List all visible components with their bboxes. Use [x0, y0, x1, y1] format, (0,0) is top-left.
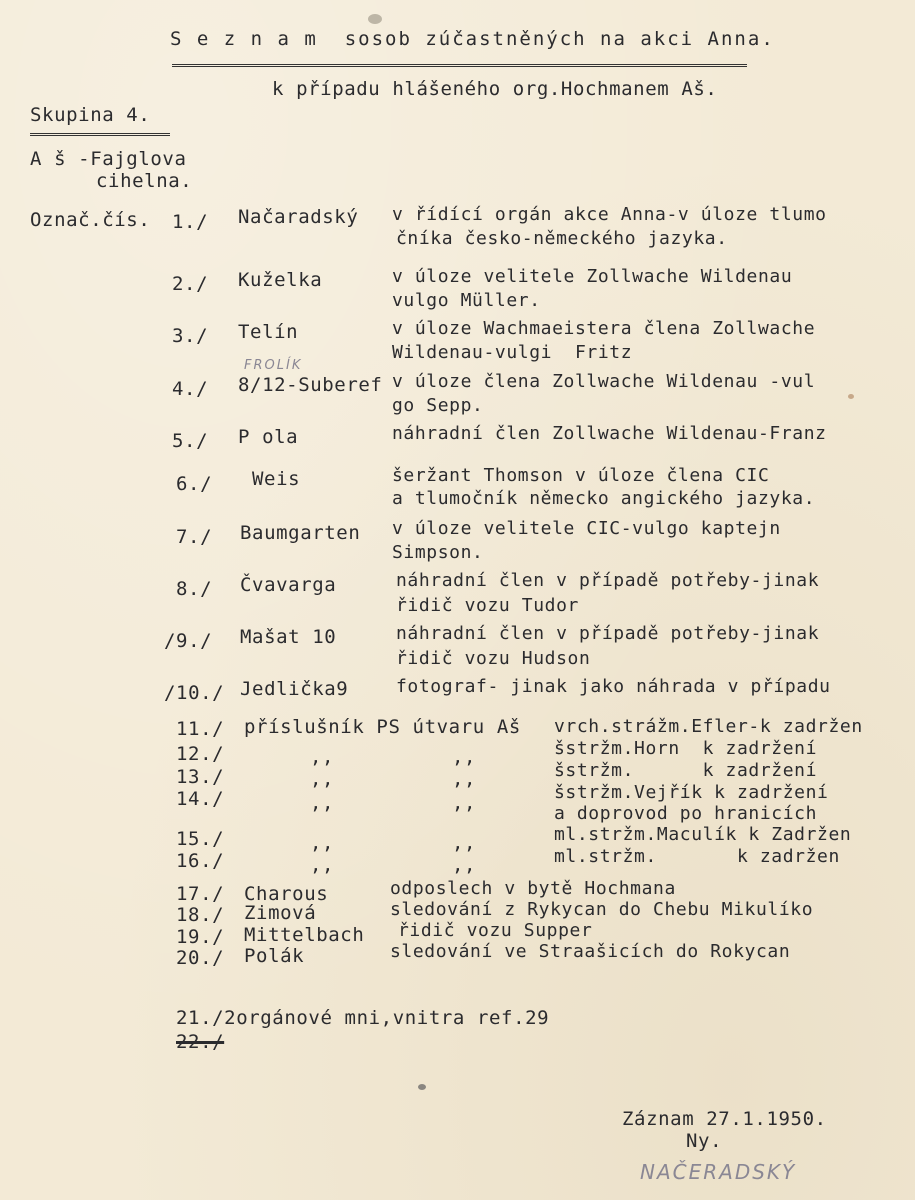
ditto-mark: ,, [310, 746, 335, 768]
ps-unit-row: šstržm. k zadržení [554, 760, 818, 781]
ditto-mark: ,, [452, 792, 477, 814]
entry-number: /9./ [164, 630, 213, 652]
ps-unit-row: a doprovod po hranicích [554, 803, 818, 824]
entry-name: Charous [244, 883, 329, 905]
handwritten-annotation: FROLÍK [244, 358, 303, 373]
entry-name: Načaradský [238, 206, 359, 228]
ink-blot [368, 14, 382, 24]
ps-unit-row: vrch.strážm.Efler-k zadržen [554, 716, 863, 737]
entry-number: 17./ [176, 883, 225, 905]
entry-task-line-1: náhradní člen Zollwache Wildenau-Franz [392, 423, 827, 444]
group-underline [30, 133, 170, 136]
document-subtitle: k případu hlášeného org.Hochmanem Aš. [272, 78, 718, 100]
ps-unit-number: 12./ [176, 743, 225, 765]
entry-task-line-2: řidič vozu Tudor [396, 595, 579, 616]
ps-unit-number: 13./ [176, 766, 225, 788]
ditto-mark: ,, [310, 768, 335, 790]
entry-task-line-1: náhradní člen v případě potřeby-jinak [396, 623, 820, 644]
entry-number: 19./ [176, 926, 225, 948]
entry-task-line-1: fotograf- jinak jako náhrada v případu [396, 676, 831, 697]
ditto-mark: ,, [310, 832, 335, 854]
place-line-2: cihelna. [96, 170, 193, 192]
record-initials: Ny. [686, 1130, 723, 1152]
ditto-mark: ,, [452, 768, 477, 790]
entry-task-line-2: čníka česko-německého jazyka. [396, 228, 728, 249]
entry-name: Polák [244, 945, 305, 967]
entry-task-line-2: Wildenau-vulgi Fritz [392, 342, 633, 363]
entry-name: Čvavarga [240, 574, 337, 596]
entry-task: sledování z Rykycan do Chebu Mikulíko [390, 899, 814, 920]
handwritten-signature: NAČERADSKÝ [640, 1160, 797, 1184]
entry-number: 4./ [172, 378, 209, 400]
ps-unit-row: šstržm.Horn k zadržení [554, 738, 818, 759]
entry-name: Baumgarten [240, 522, 361, 544]
entry-task-line-1: v řídící orgán akce Anna-v úloze tlumo [392, 204, 827, 225]
entry-name: P ola [238, 426, 299, 448]
ps-unit-number: 15./ [176, 828, 225, 850]
entry-number: 5./ [172, 430, 209, 452]
entry-task: řidič vozu Supper [398, 920, 593, 941]
ps-unit-row: šstržm.Vejřík k zadržení [554, 782, 829, 803]
ps-unit-number: 14./ [176, 788, 225, 810]
entry-number: /10./ [164, 682, 225, 704]
designation-label: Označ.čís. [30, 209, 151, 231]
entry-task-line-1: šeržant Thomson v úloze člena CIC [392, 465, 770, 486]
entry-task-line-1: v úloze Wachmaeistera člena Zollwache [392, 318, 816, 339]
title-underline [172, 64, 747, 67]
entry-task-line-1: náhradní člen v případě potřeby-jinak [396, 570, 820, 591]
entry-number: 2./ [172, 273, 209, 295]
ditto-mark: ,, [452, 854, 477, 876]
entry-number: 20./ [176, 947, 225, 969]
entry-number: 18./ [176, 904, 225, 926]
document-title: S e z n a m sosob zúčastněných na akci Anna. [170, 28, 775, 50]
entry-number: 1./ [172, 211, 209, 233]
ps-unit-label: příslušník PS útvaru Aš [244, 716, 521, 738]
entry-task-line-2: řidič vozu Hudson [396, 648, 591, 669]
ditto-mark: ,, [452, 746, 477, 768]
ditto-mark: ,, [310, 792, 335, 814]
group-label: Skupina 4. [30, 104, 151, 126]
ps-unit-row: ml.stržm. k zadržen [554, 846, 840, 867]
entry-name: Zimová [244, 902, 317, 924]
entry-name: Mašat 10 [240, 626, 337, 648]
place-line-1: A š -Fajglova [30, 148, 187, 170]
entry-number: 6./ [176, 473, 213, 495]
entry-task-line-1: v úloze velitele Zollwache Wildenau [392, 266, 793, 287]
ps-unit-row: ml.stržm.Maculík k Zadržen [554, 824, 852, 845]
ps-unit-number: 16./ [176, 850, 225, 872]
entry-number: 7./ [176, 526, 213, 548]
ditto-mark: ,, [452, 832, 477, 854]
entry-task-line-2: a tlumočník německo angického jazyka. [392, 488, 816, 509]
entry-number: 3./ [172, 325, 209, 347]
ditto-mark: ,, [310, 854, 335, 876]
entry-name: Weis [252, 468, 301, 490]
entry-task-line-1: v úloze člena Zollwache Wildenau -vul [392, 371, 816, 392]
stain-spot [848, 394, 854, 399]
entry-task: sledování ve Straašicích do Rokycan [390, 941, 791, 962]
entry-name: Jedlička9 [240, 678, 349, 700]
entry-task: odposlech v bytě Hochmana [390, 878, 676, 899]
entry-name: Mittelbach [244, 924, 365, 946]
record-date: Záznam 27.1.1950. [622, 1108, 827, 1130]
entry-name: Telín [238, 321, 299, 343]
entry-task-line-1: v úloze velitele CIC-vulgo kaptejn [392, 518, 781, 539]
entry-task-line-2: go Sepp. [392, 395, 484, 416]
ink-spot [418, 1084, 426, 1090]
entry-name: Kuželka [238, 269, 323, 291]
entry-name: 8/12-Suberef [238, 374, 383, 396]
footer-note: 21./2orgánové mni,vnitra ref.29 [176, 1007, 550, 1029]
entry-task-line-2: Simpson. [392, 542, 484, 563]
struck-text: 22./ [176, 1031, 225, 1053]
ps-unit-number: 11./ [176, 718, 225, 740]
entry-number: 8./ [176, 578, 213, 600]
entry-task-line-2: vulgo Müller. [392, 290, 541, 311]
